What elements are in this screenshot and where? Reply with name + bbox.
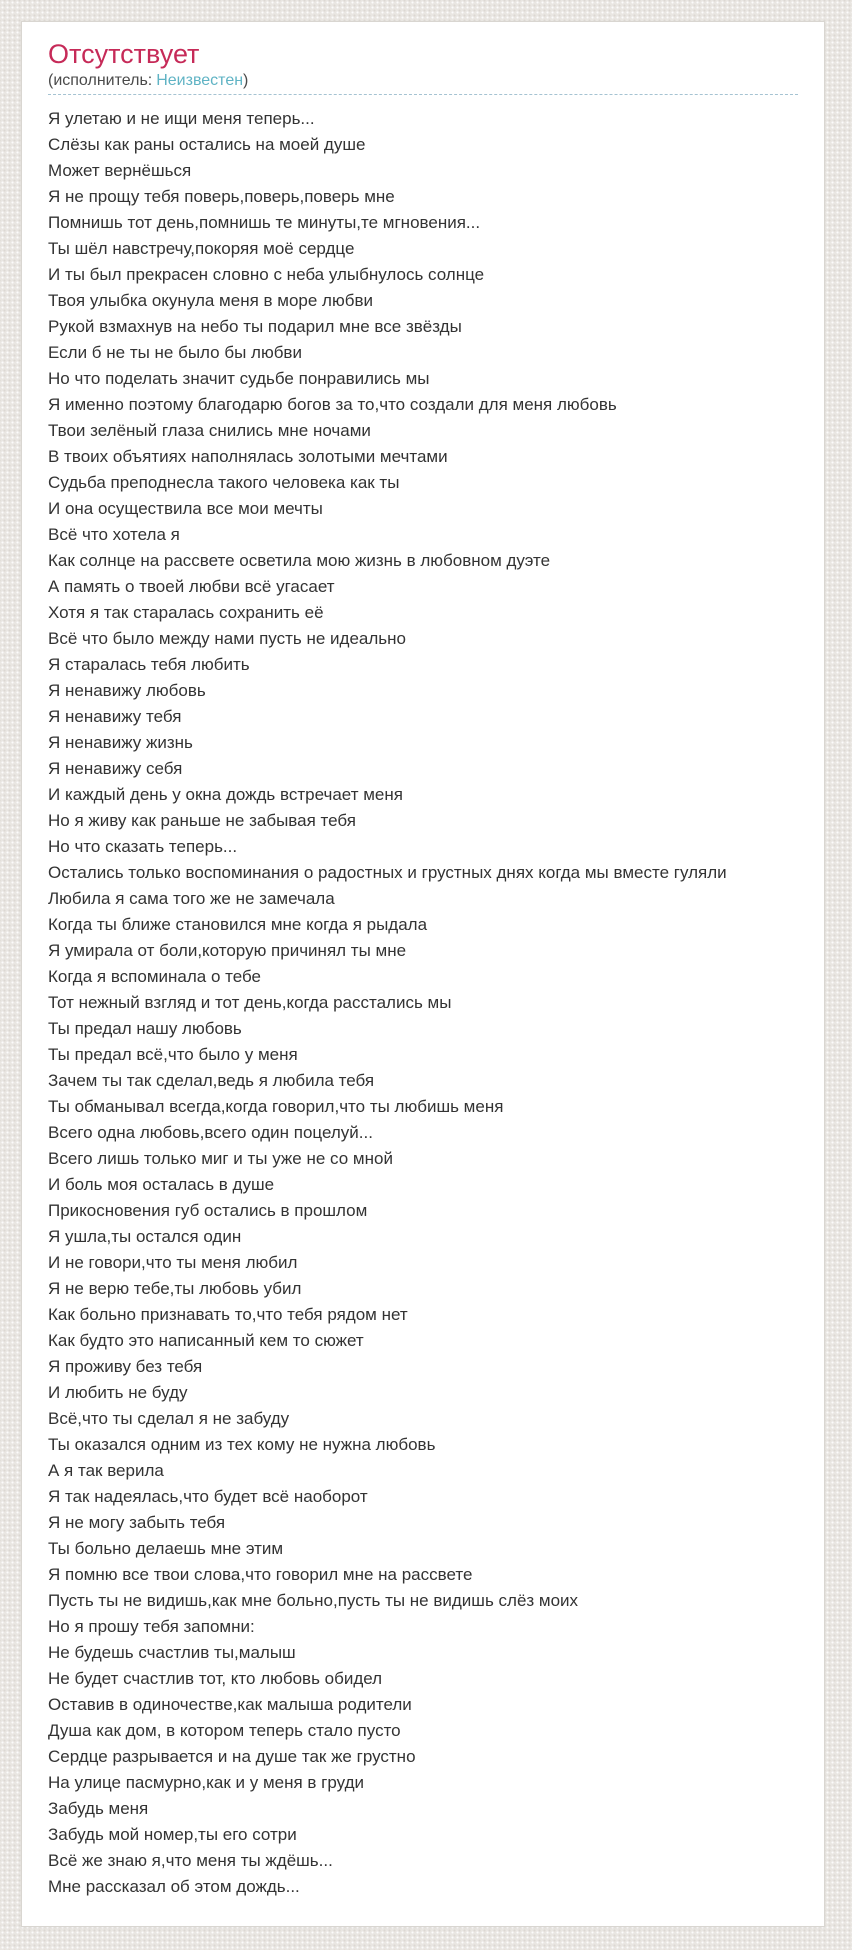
lyrics-text bbox=[48, 106, 798, 1900]
lyric-line: Я помню все твои слова,что говорил мне на рассвете bbox=[48, 1565, 473, 1584]
lyric-line: Когда ты ближе становился мне когда я рыдала bbox=[48, 915, 428, 934]
lyric-line: Когда я вспоминала о тебе bbox=[48, 967, 261, 986]
lyric-line: Ты шёл навстречу,покоряя моё сердце bbox=[48, 239, 355, 258]
lyric-line: Я проживу без тебя bbox=[48, 1357, 203, 1376]
lyric-line: Судьба преподнесла такого человека как ты bbox=[48, 473, 400, 492]
lyric-line: Помнишь тот день,помнишь те минуты,те мгновения... bbox=[48, 213, 481, 232]
lyric-line: Как больно признавать то,что тебя рядом нет bbox=[48, 1305, 408, 1324]
artist-link[interactable]: Неизвестен bbox=[156, 72, 244, 89]
lyric-line: Любила я сама того же не замечала bbox=[48, 889, 335, 908]
lyric-line: Хотя я так старалась сохранить её bbox=[48, 603, 324, 622]
lyric-line: Забудь мой номер,ты его сотри bbox=[48, 1825, 297, 1844]
lyric-line: Зачем ты так сделал,ведь я любила тебя bbox=[48, 1071, 375, 1090]
lyric-line: Рукой взмахнув на небо ты подарил мне все звёзды bbox=[48, 317, 462, 336]
lyric-line: Прикосновения губ остались в прошлом bbox=[48, 1201, 368, 1220]
lyric-line: Я ненавижу себя bbox=[48, 759, 183, 778]
lyric-line: Не будешь счастлив ты,малыш bbox=[48, 1643, 296, 1662]
lyric-line: Пусть ты не видишь,как мне больно,пусть ты не видишь слёз моих bbox=[48, 1591, 579, 1610]
lyric-line: И боль моя осталась в душе bbox=[48, 1175, 275, 1194]
lyric-line: Если б не ты не было бы любви bbox=[48, 343, 302, 362]
lyric-line: Я улетаю и не ищи меня теперь... bbox=[48, 109, 315, 128]
lyric-line: Всё что было между нами пусть не идеально bbox=[48, 629, 406, 648]
lyric-line: А я так верила bbox=[48, 1461, 164, 1480]
lyric-line: Ты предал всё,что было у меня bbox=[48, 1045, 298, 1064]
lyric-line: Но что поделать значит судьбе понравились мы bbox=[48, 369, 430, 388]
lyric-line: Душа как дом, в котором теперь стало пусто bbox=[48, 1721, 401, 1740]
lyric-line: И она осуществила все мои мечты bbox=[48, 499, 323, 518]
artist-label-open: (исполнитель: bbox=[48, 72, 153, 89]
lyric-line: Я не прощу тебя поверь,поверь,поверь мне bbox=[48, 187, 395, 206]
lyric-line: Тот нежный взгляд и тот день,когда расстались мы bbox=[48, 993, 452, 1012]
lyric-line: Я умирала от боли,которую причинял ты мне bbox=[48, 941, 407, 960]
lyric-line: Оставив в одиночестве,как малыша родители bbox=[48, 1695, 412, 1714]
lyric-line: А память о твоей любви всё угасает bbox=[48, 577, 335, 596]
lyric-line: И не говори,что ты меня любил bbox=[48, 1253, 298, 1272]
lyric-line: Твои зелёный глаза снились мне ночами bbox=[48, 421, 371, 440]
lyric-line: Я старалась тебя любить bbox=[48, 655, 250, 674]
lyric-line: Как будто это написанный кем то сюжет bbox=[48, 1331, 364, 1350]
lyric-line: Я не могу забыть тебя bbox=[48, 1513, 226, 1532]
lyric-line: Как солнце на рассвете осветила мою жизнь в любовном дуэте bbox=[48, 551, 551, 570]
lyric-line: Всего одна любовь,всего один поцелуй... bbox=[48, 1123, 373, 1142]
lyric-line: Остались только воспоминания о радостных и грустных днях когда мы вместе гуляли bbox=[48, 863, 727, 882]
lyric-line: И любить не буду bbox=[48, 1383, 188, 1402]
lyric-line: И каждый день у окна дождь встречает меня bbox=[48, 785, 403, 804]
lyric-line: На улице пасмурно,как и у меня в груди bbox=[48, 1773, 364, 1792]
lyric-line: Ты оказался одним из тех кому не нужна любовь bbox=[48, 1435, 436, 1454]
artist-row bbox=[48, 71, 798, 95]
lyric-line: Я именно поэтому благодарю богов за то,что создали для меня любовь bbox=[48, 395, 617, 414]
song-title: Отсутствует bbox=[48, 39, 200, 69]
lyric-line: И ты был прекрасен словно с неба улыбнулось солнце bbox=[48, 265, 485, 284]
lyric-line: Может вернёшься bbox=[48, 161, 192, 180]
lyric-line: Я ненавижу тебя bbox=[48, 707, 182, 726]
lyric-line: Ты предал нашу любовь bbox=[48, 1019, 242, 1038]
lyric-line: Слёзы как раны остались на моей душе bbox=[48, 135, 366, 154]
lyric-line: Ты больно делаешь мне этим bbox=[48, 1539, 284, 1558]
lyrics-card bbox=[21, 21, 825, 1927]
lyric-line: Но я прошу тебя запомни: bbox=[48, 1617, 255, 1636]
lyric-line: Сердце разрывается и на душе так же грустно bbox=[48, 1747, 416, 1766]
lyric-line: В твоих объятиях наполнялась золотыми мечтами bbox=[48, 447, 448, 466]
lyric-line: Твоя улыбка окунула меня в море любви bbox=[48, 291, 373, 310]
lyric-line: Я ушла,ты остался один bbox=[48, 1227, 242, 1246]
lyric-line: Всё,что ты сделал я не забуду bbox=[48, 1409, 290, 1428]
lyric-line: Мне рассказал об этом дождь... bbox=[48, 1877, 300, 1896]
lyric-line: Ты обманывал всегда,когда говорил,что ты любишь меня bbox=[48, 1097, 504, 1116]
lyric-line: Но я живу как раньше не забывая тебя bbox=[48, 811, 356, 830]
lyric-line: Я ненавижу любовь bbox=[48, 681, 206, 700]
lyric-line: Забудь меня bbox=[48, 1799, 149, 1818]
artist-label-close: ) bbox=[243, 72, 249, 89]
lyric-line: Всё что хотела я bbox=[48, 525, 180, 544]
lyric-line: Не будет счастлив тот, кто любовь обидел bbox=[48, 1669, 383, 1688]
lyric-line: Всего лишь только миг и ты уже не со мной bbox=[48, 1149, 393, 1168]
lyric-line: Но что сказать теперь... bbox=[48, 837, 238, 856]
lyric-line: Всё же знаю я,что меня ты ждёшь... bbox=[48, 1851, 333, 1870]
lyric-line: Я не верю тебе,ты любовь убил bbox=[48, 1279, 302, 1298]
lyric-line: Я ненавижу жизнь bbox=[48, 733, 193, 752]
lyric-line: Я так надеялась,что будет всё наоборот bbox=[48, 1487, 368, 1506]
